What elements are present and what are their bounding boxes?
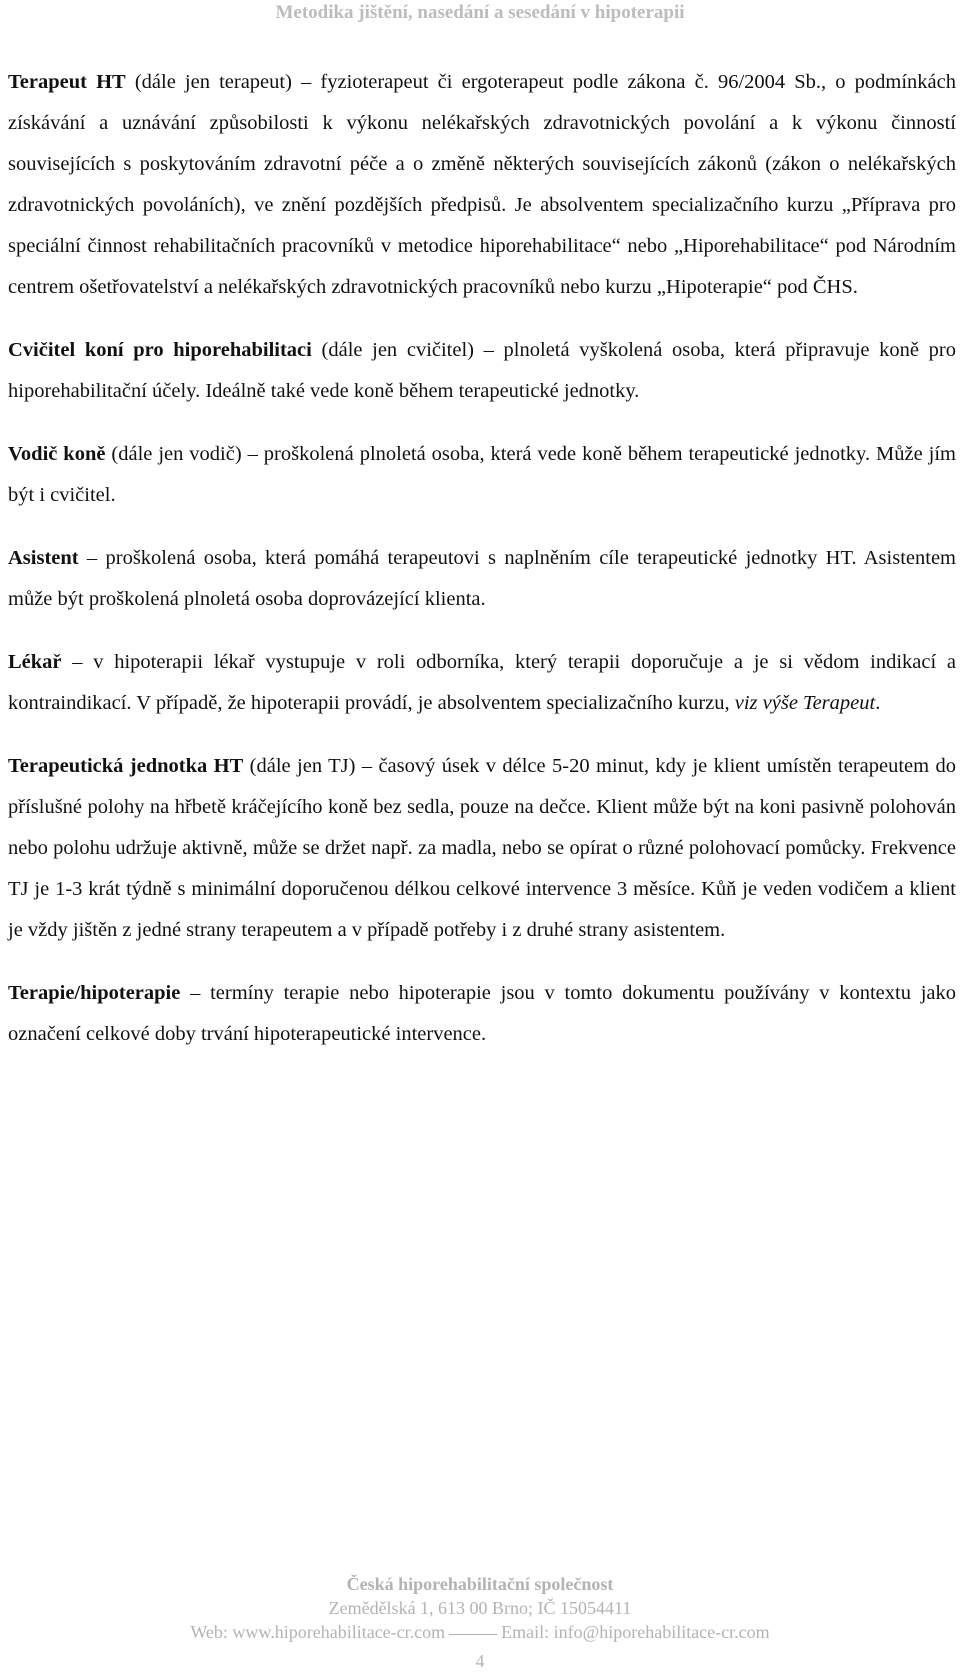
definition-term: Asistent [8, 547, 79, 569]
definition-tail: . [875, 692, 881, 714]
definition-text: (dále jen cvičitel) – plnoletá vyškolená osoba, která připravuje koně pro hiporehabilitační účely. Ideálně také vede koně během terapeutické jednotky. [8, 339, 956, 402]
page-number: 4 [475, 1651, 485, 1671]
definition-vodic [8, 434, 956, 516]
definition-text: – proškolená osoba, která pomáhá terapeutovi s naplněním cíle terapeutické jednotky HT. Asistentem může být proškolená plnoletá osoba doprovázející klienta. [8, 547, 956, 610]
definition-text: (dále jen vodič) – proškolená plnoletá osoba, která vede koně během terapeutické jednotky. Může jím být i cvičitel. [8, 443, 956, 506]
definition-text: – termíny terapie nebo hipoterapie jsou v tomto dokumentu používány v kontextu jako označení celkové doby trvání hipoterapeutické intervence. [8, 982, 956, 1045]
definition-text: (dále jen terapeut) – fyzioterapeut či ergoterapeut podle zákona č. 96/2004 Sb., o podmínkách získávání a uznávání způsobilosti k výkonu nelékařských zdravotnických povolání a k výkonu činností souvisejících s poskytováním zdravotní péče a o změně některých souvisejících zákonů (zákon o nelékařských zdravotnických povoláních), ve znění pozdějších předpisů. Je absolventem specializačního kurzu „Příprava pro speciální činnost rehabilitačních pracovníků v metodice hiporehabilitace“ nebo „Hiporehabilitace“ pod Národním centrem ošetřovatelství a nelékařských zdravotnických pracovníků nebo kurzu „Hipoterapie“ pod ČHS. [8, 71, 957, 298]
definition-cvicitel [8, 330, 956, 412]
definition-emphasis: viz výše Terapeut [734, 692, 876, 714]
definitions-list [8, 62, 956, 1077]
definition-term: Lékař [8, 651, 62, 673]
footer-address: Zemědělská 1, 613 00 Brno; IČ 15054411 [328, 1598, 632, 1618]
footer-separator [449, 1634, 497, 1635]
definition-terapie [8, 973, 956, 1055]
running-header: Metodika jištění, nasedání a sesedání v hipoterapii [275, 2, 685, 23]
definition-term: Terapeutická jednotka HT [8, 755, 244, 777]
definition-terapeut [8, 62, 956, 308]
definition-text: – v hipoterapii lékař vystupuje v roli odborníka, který terapii doporučuje a je si vědom indikací a kontraindikací. V případě, že hipoterapii provádí, je absolventem specializačního kurzu, [8, 651, 956, 714]
definition-text: (dále jen TJ) – časový úsek v délce 5-20 minut, kdy je klient umístěn terapeutem do příslušné polohy na hřbetě kráčejícího koně bez sedla, pouze na dečce. Klient může být na koni pasivně polohován nebo polohu udržuje aktivně, může se držet např. za madla, nebo se opírat o různé polohovací pomůcky. Frekvence TJ je 1-3 krát týdně s minimální doporučenou délkou celkové intervence 3 měsíce. Kůň je veden vodičem a klient je vždy jištěn z jedné strany terapeutem a v případě potřeby i z druhé strany asistentem. [8, 755, 956, 941]
definition-lekar [8, 642, 956, 724]
definition-term: Vodič koně [8, 443, 106, 465]
definition-term: Terapie/hipoterapie [8, 982, 181, 1004]
definition-term: Cvičitel koní pro hiporehabilitaci [8, 339, 312, 361]
footer-contacts [0, 1620, 960, 1644]
footer-organization: Česká hiporehabilitační společnost [346, 1574, 614, 1594]
definition-term: Terapeut HT [8, 71, 126, 93]
page-footer [0, 1572, 960, 1673]
definition-terapeuticka-jednotka [8, 746, 956, 951]
definition-asistent [8, 538, 956, 620]
footer-email-link[interactable]: Email: info@hiporehabilitace-cr.com [501, 1622, 770, 1642]
footer-web-link[interactable]: Web: www.hiporehabilitace-cr.com [190, 1622, 446, 1642]
